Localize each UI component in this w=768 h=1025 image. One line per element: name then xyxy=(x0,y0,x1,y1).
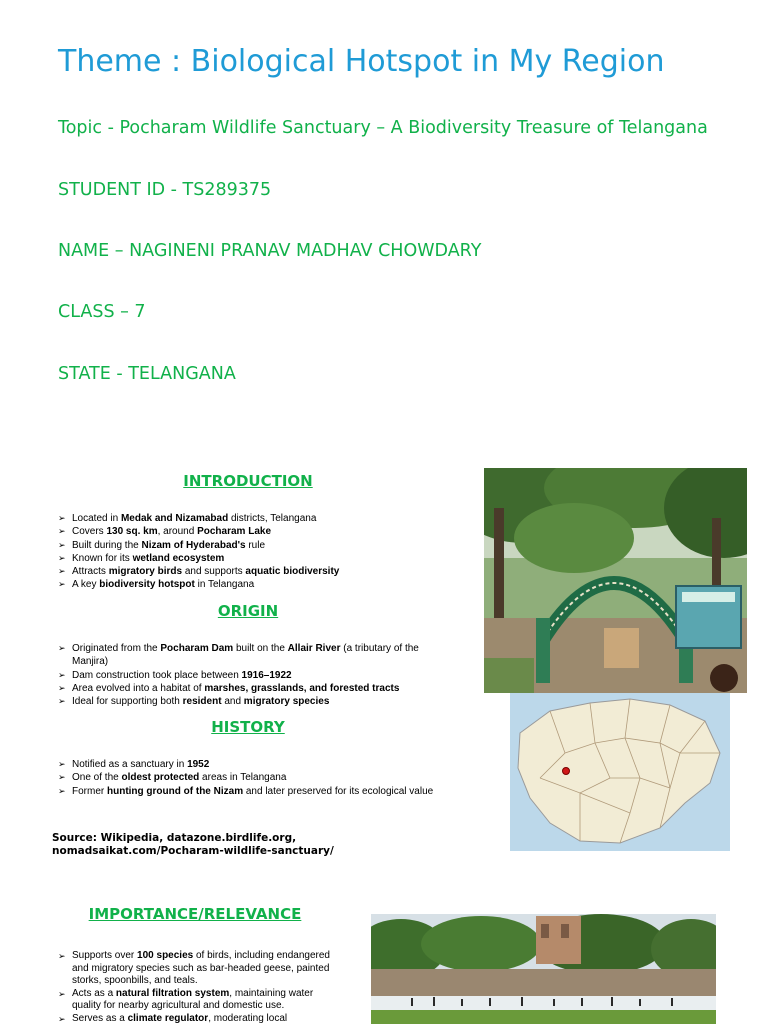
bullet-item: ➢ Known for its wetland ecosystem xyxy=(58,552,458,565)
bullet-item: ➢ Covers 130 sq. km, around Pocharam Lake xyxy=(58,525,458,538)
importance-list xyxy=(58,950,340,1025)
introduction-heading: INTRODUCTION xyxy=(148,472,348,490)
bullet-item: ➢ Ideal for supporting both resident and migratory species xyxy=(58,695,442,708)
bullet-arrow-icon: ➢ xyxy=(58,539,66,552)
introduction-list xyxy=(58,512,458,592)
origin-list xyxy=(58,642,442,708)
telangana-map xyxy=(510,693,730,851)
bullet-item: ➢ Acts as a natural filtration system, maintaining water quality for nearby agricultural and domestic use. xyxy=(58,988,340,1013)
bullet-item: ➢ Located in Medak and Nizamabad districts, Telangana xyxy=(58,512,458,525)
bullet-arrow-icon: ➢ xyxy=(58,565,66,578)
bullet-arrow-icon: ➢ xyxy=(58,669,66,682)
bullet-item: ➢ Supports over 100 species of birds, including endangered and migratory species such as bar-headed geese, painted storks, spoonbills, and teals. xyxy=(58,950,340,988)
bullet-item: ➢ Former hunting ground of the Nizam and later preserved for its ecological value xyxy=(58,785,458,798)
bullet-arrow-icon: ➢ xyxy=(58,682,66,695)
origin-heading: ORIGIN xyxy=(148,602,348,620)
bullet-item: ➢ Originated from the Pocharam Dam built on the Allair River (a tributary of the Manjira) xyxy=(58,642,442,669)
bullet-arrow-icon: ➢ xyxy=(58,771,66,784)
bullet-arrow-icon: ➢ xyxy=(58,950,66,963)
lake-birds-photo xyxy=(371,914,716,1024)
theme-title: Theme : Biological Hotspot in My Region xyxy=(58,44,665,79)
bullet-arrow-icon: ➢ xyxy=(58,988,66,1001)
bullet-arrow-icon: ➢ xyxy=(58,785,66,798)
bullet-arrow-icon: ➢ xyxy=(58,512,66,525)
state-line: STATE - TELANGANA xyxy=(58,364,236,384)
bullet-item: ➢ Built during the Nizam of Hyderabad's rule xyxy=(58,539,458,552)
bullet-arrow-icon: ➢ xyxy=(58,642,66,655)
bullet-arrow-icon: ➢ xyxy=(58,578,66,591)
student-id: STUDENT ID - TS289375 xyxy=(58,180,271,200)
bullet-arrow-icon: ➢ xyxy=(58,1013,66,1025)
bullet-arrow-icon: ➢ xyxy=(58,758,66,771)
bullet-arrow-icon: ➢ xyxy=(58,695,66,708)
student-name: NAME – NAGINENI PRANAV MADHAV CHOWDARY xyxy=(58,241,481,261)
history-heading: HISTORY xyxy=(148,718,348,736)
bullet-item: ➢ Notified as a sanctuary in 1952 xyxy=(58,758,458,771)
bullet-item: ➢ Area evolved into a habitat of marshes, grasslands, and forested tracts xyxy=(58,682,442,695)
bullet-arrow-icon: ➢ xyxy=(58,552,66,565)
bullet-item: ➢ A key biodiversity hotspot in Telangana xyxy=(58,578,458,591)
bullet-arrow-icon: ➢ xyxy=(58,525,66,538)
bullet-item: ➢ One of the oldest protected areas in Telangana xyxy=(58,771,458,784)
class-line: CLASS – 7 xyxy=(58,302,146,322)
importance-heading: IMPORTANCE/RELEVANCE xyxy=(80,905,310,923)
bullet-item: ➢ Dam construction took place between 1916–1922 xyxy=(58,669,442,682)
topic-line: Topic - Pocharam Wildlife Sanctuary – A Biodiversity Treasure of Telangana xyxy=(58,118,708,138)
bullet-item: ➢ Serves as a climate regulator, moderating local xyxy=(58,1013,340,1025)
bullet-item: ➢ Attracts migratory birds and supports aquatic biodiversity xyxy=(58,565,458,578)
history-list xyxy=(58,758,458,798)
sanctuary-entrance-photo xyxy=(484,468,747,693)
source-citation: Source: Wikipedia, datazone.birdlife.org, nomadsaikat.com/Pocharam-wildlife-sanctuary/ xyxy=(52,832,334,858)
